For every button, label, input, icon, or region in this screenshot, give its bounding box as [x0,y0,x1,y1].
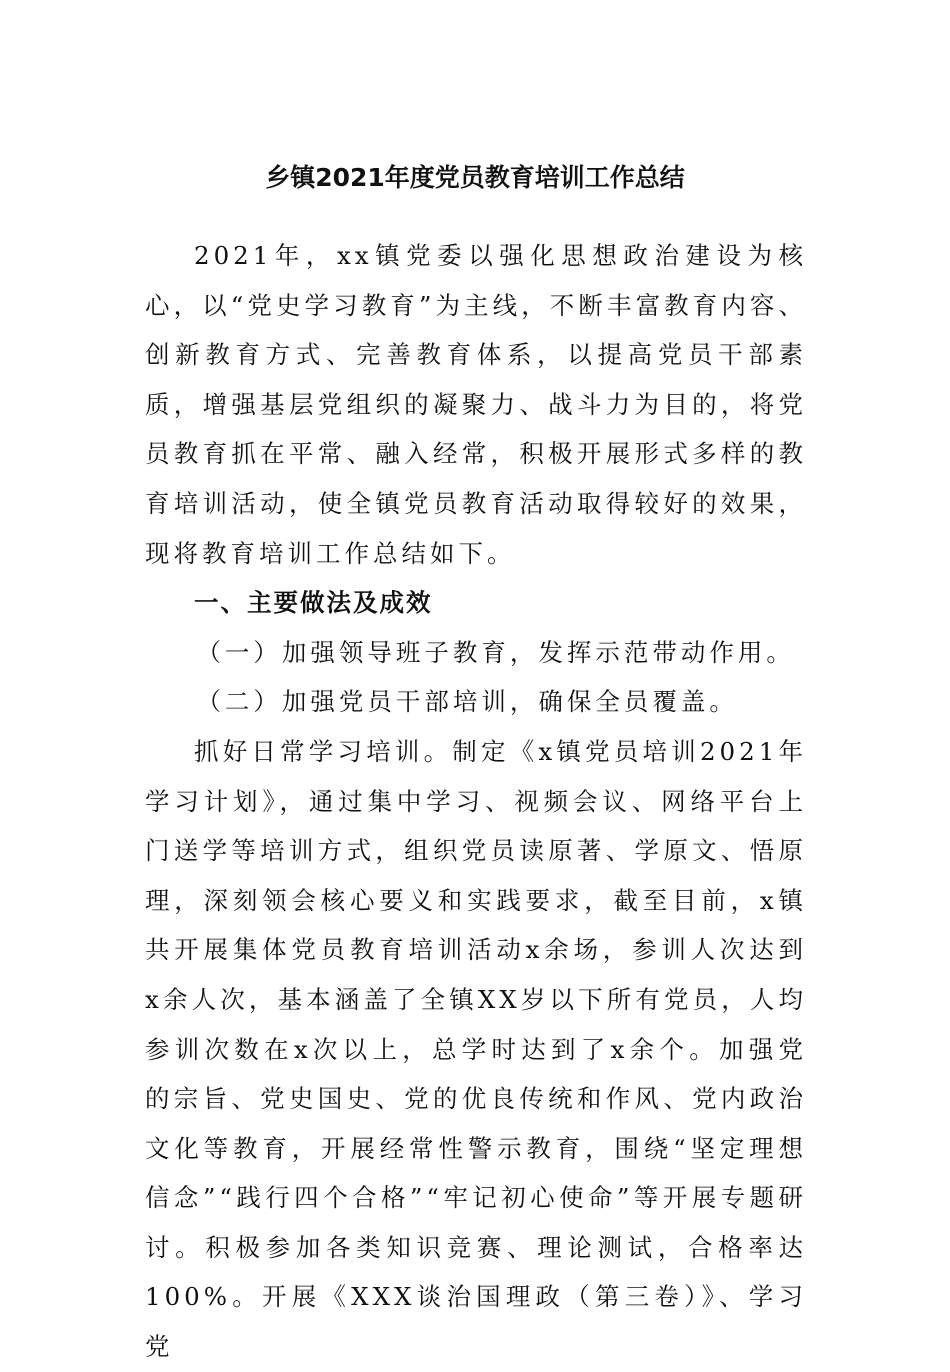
subsection-heading: （一）加强领导班子教育，发挥示范带动作用。 [196,637,795,667]
subsection-heading: （二）加强党员干部培训，确保全员覆盖。 [196,687,738,717]
section-heading: 一、主要做法及成效 [194,588,433,618]
intro-paragraph: 2021年，xx镇党委以强化思想政治建设为核心，以“党史学习教育”为主线，不断丰富教育内容、创新教育方式、完善教育体系，以提高党员干部素质，增强基层党组织的凝聚力、战斗力为目的，将党员教育抓在平常、融入经常，积极开展形式多样的教育培训活动，使全镇党员教育活动取得较好的效果，现将教育培训工作总结如下。 [145,241,807,568]
document-body [145,231,807,1372]
body-paragraph: 抓好日常学习培训。制定《x镇党员培训2021年学习计划》，通过集中学习、视频会议、网络平台上门送学等培训方式，组织党员读原著、学原文、悟原理，深刻领会核心要义和实践要求，截至目前，x镇共开展集体党员教育培训活动x余场，参训人次达到x余人次，基本涵盖了全镇XX岁以下所有党员，人均参训次数在x次以上，总学时达到了x余个。加强党的宗旨、党史国史、党的优良传统和作风、党内政治文化等教育，开展经常性警示教育，围绕“坚定理想信念”“践行四个合格”“牢记初心使命”等开展专题研讨。积极参加各类知识竞赛、理论测试，合格率达100%。开展《XXX谈治国理政（第三卷）》、学习党 [145,736,807,1362]
document-title: 乡镇2021年度党员教育培训工作总结 [265,163,685,192]
